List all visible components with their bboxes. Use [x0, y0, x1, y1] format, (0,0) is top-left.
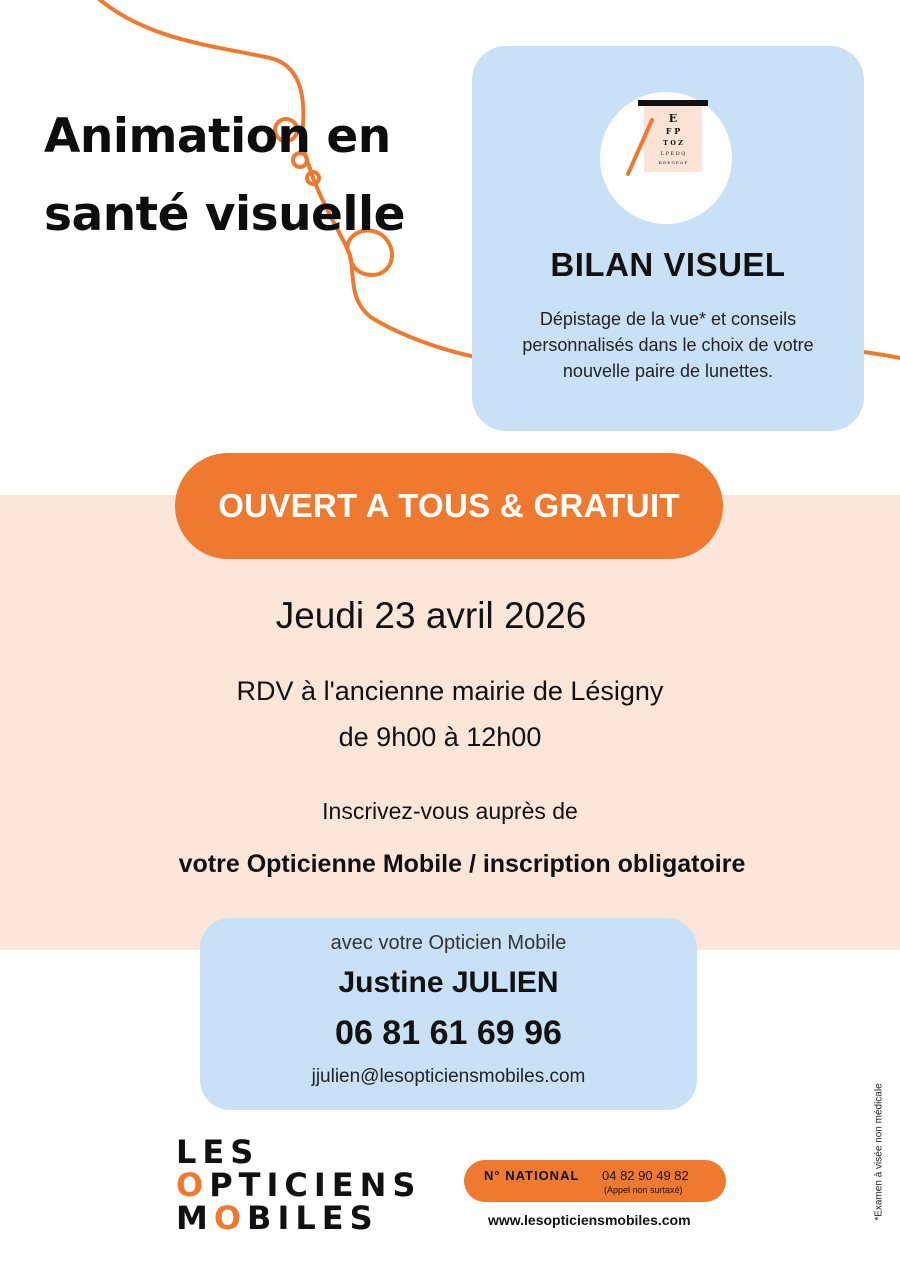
- title-line-2: santé visuelle: [44, 187, 406, 242]
- national-label: N° NATIONAL: [484, 1168, 580, 1183]
- svg-text:T O Z: T O Z: [663, 139, 683, 147]
- national-number[interactable]: 04 82 90 49 82: [602, 1168, 689, 1183]
- eye-chart-icon: [600, 92, 732, 224]
- footnote-text: *Examen à visée non médicale: [873, 1083, 885, 1221]
- svg-text:E: E: [668, 112, 678, 125]
- national-note: (Appel non surtaxé): [604, 1185, 683, 1195]
- event-place: RDV à l'ancienne mairie de Lésigny: [236, 676, 664, 706]
- signup-required-text: votre Opticienne Mobile / inscription obligatoire: [178, 850, 746, 878]
- title-line-1: Animation en: [44, 109, 391, 164]
- bilan-description: Dépistage de la vue* et conseils personnalisés dans le choix de votre nouvelle paire de lunettes.: [522, 309, 814, 381]
- svg-text:L P E D Q: L P E D Q: [660, 151, 686, 157]
- contact-intro: avec votre Opticien Mobile: [330, 932, 567, 954]
- brand-logo: [176, 1133, 422, 1237]
- contact-email[interactable]: jjulien@lesopticiensmobiles.com: [311, 1066, 586, 1087]
- logo-line-2: OPTICIENS: [176, 1166, 422, 1204]
- contact-name: Justine JULIEN: [338, 966, 559, 999]
- national-number-badge: [464, 1160, 726, 1202]
- contact-phone[interactable]: 06 81 61 69 96: [335, 1014, 562, 1052]
- logo-line-1: LES: [176, 1133, 260, 1171]
- event-hours: de 9h00 à 12h00: [338, 722, 542, 752]
- signup-text: Inscrivez-vous auprès de: [322, 798, 578, 824]
- bilan-title: BILAN VISUEL: [550, 246, 786, 283]
- event-date: Jeudi 23 avril 2026: [275, 595, 587, 636]
- svg-text:B R E G F O P: B R E G F O P: [658, 160, 688, 165]
- logo-line-3: MOBILES: [176, 1199, 379, 1237]
- page-title: [44, 98, 405, 254]
- footnote: [873, 1072, 885, 1232]
- website-link[interactable]: www.lesopticiensmobiles.com: [488, 1212, 691, 1228]
- svg-text:F P: F P: [665, 126, 681, 136]
- bilan-card: [472, 46, 864, 431]
- free-open-banner: OUVERT A TOUS & GRATUIT: [175, 453, 723, 559]
- contact-card: [200, 918, 697, 1110]
